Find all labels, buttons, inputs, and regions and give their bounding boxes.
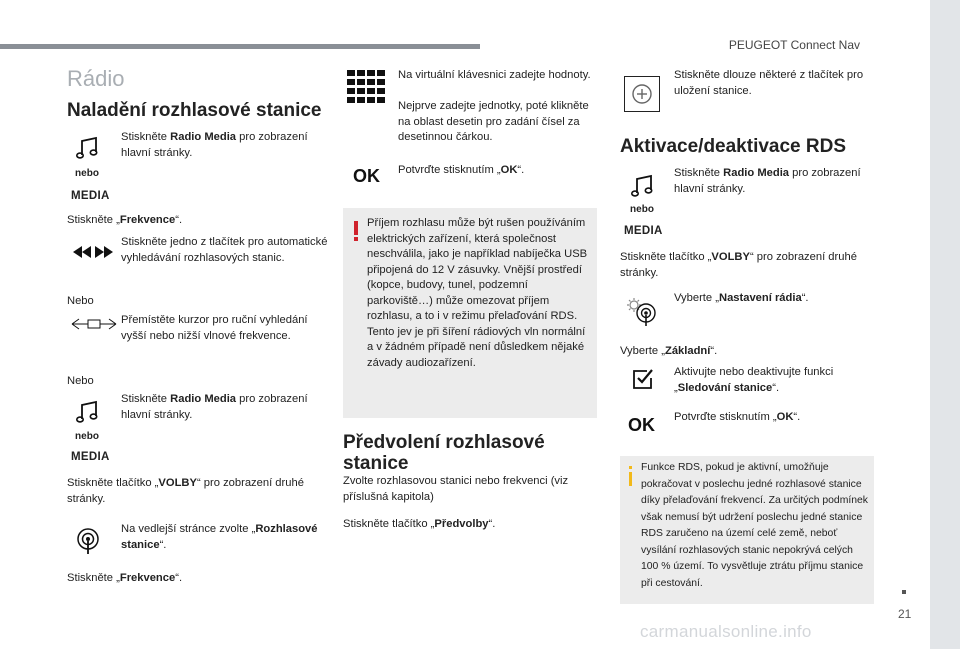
checkbox-icon bbox=[632, 368, 654, 390]
step-select-station: Zvolte rozhlasovou stanici nebo frekvenci (viz příslušná kapitola) bbox=[343, 475, 569, 503]
step-frequency-2: Stiskněte „Frekvence“. bbox=[67, 572, 183, 584]
document-title: PEUGEOT Connect Nav bbox=[728, 38, 860, 52]
page-number: 21 bbox=[898, 607, 912, 621]
radio-settings-icon bbox=[626, 297, 660, 327]
info-box bbox=[620, 456, 874, 604]
step-virtual-keyboard: Na virtuální klávesnici zadejte hodnoty. bbox=[398, 69, 591, 81]
step-long-press: Stiskněte dlouze některé z tlačítek pro uložení stanice. bbox=[674, 69, 864, 97]
music-note-icon bbox=[630, 174, 656, 200]
section-heading-rds: Aktivace/deaktivace RDS bbox=[620, 136, 847, 157]
warning-icon-dot bbox=[354, 237, 358, 241]
step-radio-stations: Na vedlejší stránce zvolte „Rozhlasové stanice“. bbox=[121, 523, 318, 551]
page-marker bbox=[902, 590, 906, 594]
or-label-1: Nebo bbox=[67, 295, 94, 307]
media-button-label: MEDIA bbox=[624, 225, 663, 237]
keypad-icon bbox=[347, 70, 387, 104]
step-confirm-ok: Potvrďte stisknutím „OK“. bbox=[398, 164, 525, 176]
section-heading-presets: Předvolení rozhlasové stanice bbox=[343, 432, 545, 474]
step-options: Stiskněte tlačítko „VOLBY“ pro zobrazení druhé stránky. bbox=[67, 477, 304, 505]
media-button-label: MEDIA bbox=[71, 190, 110, 202]
ok-icon: OK bbox=[628, 415, 655, 435]
warning-text: Příjem rozhlasu může být rušen používáním elektrických zařízení, která společnost neschválila, jako je například nabíječka USB připojená do 12 V zásuvky. Vnější prostředí (kopce, budovy, tunel, podzemní parkoviště…) může omezovat příjem rozhlasu, a to i v režimu přelaďování RDS. Tento jev je při šíření rádiových vln normální a v žádném případě není důsledkem nějaké závady audiozařízení. bbox=[367, 217, 588, 369]
seek-arrows-icon bbox=[71, 244, 115, 260]
step-auto-search: Stiskněte jedno z tlačítek pro automatické vyhledávání rozhlasových stanic. bbox=[121, 236, 328, 264]
chapter-title: Rádio bbox=[67, 66, 125, 91]
frequency-slider-icon bbox=[71, 318, 117, 330]
step-radio-media-2: Stiskněte Radio Media pro zobrazení hlavní stránky. bbox=[121, 393, 308, 421]
info-icon-dot bbox=[629, 466, 632, 469]
step-frequency: Stiskněte „Frekvence“. bbox=[67, 214, 183, 226]
ok-icon: OK bbox=[353, 166, 380, 186]
step-presets: Stiskněte tlačítko „Předvolby“. bbox=[343, 518, 496, 530]
step-station-follow: Aktivujte nebo deaktivujte funkci „Sledování stanice“. bbox=[674, 366, 834, 394]
step-confirm-ok-2: Potvrďte stisknutím „OK“. bbox=[674, 411, 801, 423]
warning-icon bbox=[354, 221, 358, 235]
step-basic: Vyberte „Základní“. bbox=[620, 345, 718, 357]
step-enter-units: Nejprve zadejte jednotky, poté klikněte na oblast desetin pro zadání čísel za desetinnou čárkou. bbox=[398, 100, 589, 143]
step-radio-media-3: Stiskněte Radio Media pro zobrazení hlavní stránky. bbox=[674, 167, 861, 195]
or-label: nebo bbox=[75, 168, 99, 179]
header-rule bbox=[0, 44, 480, 49]
info-icon bbox=[629, 472, 632, 486]
warning-box bbox=[343, 208, 597, 418]
section-heading-tuning: Naladění rozhlasové stanice bbox=[67, 100, 322, 121]
watermark: carmanualsonline.info bbox=[640, 622, 812, 641]
step-radio-media: Stiskněte Radio Media pro zobrazení hlavní stránky. bbox=[121, 131, 308, 159]
step-radio-settings: Vyberte „Nastavení rádia“. bbox=[674, 292, 809, 304]
or-label-2: Nebo bbox=[67, 375, 94, 387]
info-text: Funkce RDS, pokud je aktivní, umožňuje pokračovat v poslechu jedné rozhlasové stanice díky přelaďování frekvencí. Za určitých podmínek však nemusí být udržení poslechu jedné stanice RDS zaručeno na území celé země, neboť vysílání rozhlasových stanic nepokrývá celých 100 % území. To vysvětluje ztrátu příjmu stanice při cestování. bbox=[641, 462, 869, 589]
media-button-label: MEDIA bbox=[71, 451, 110, 463]
step-options-2: Stiskněte tlačítko „VOLBY“ pro zobrazení druhé stránky. bbox=[620, 251, 857, 279]
or-label: nebo bbox=[630, 204, 654, 215]
add-preset-icon bbox=[624, 76, 660, 112]
music-note-icon bbox=[75, 400, 101, 426]
or-label: nebo bbox=[75, 431, 99, 442]
radio-station-icon bbox=[75, 527, 101, 555]
side-margin bbox=[930, 0, 960, 649]
step-manual-search: Přemístěte kurzor pro ruční vyhledání vyšší nebo nižší vlnové frekvence. bbox=[121, 314, 308, 342]
music-note-icon bbox=[75, 136, 101, 162]
